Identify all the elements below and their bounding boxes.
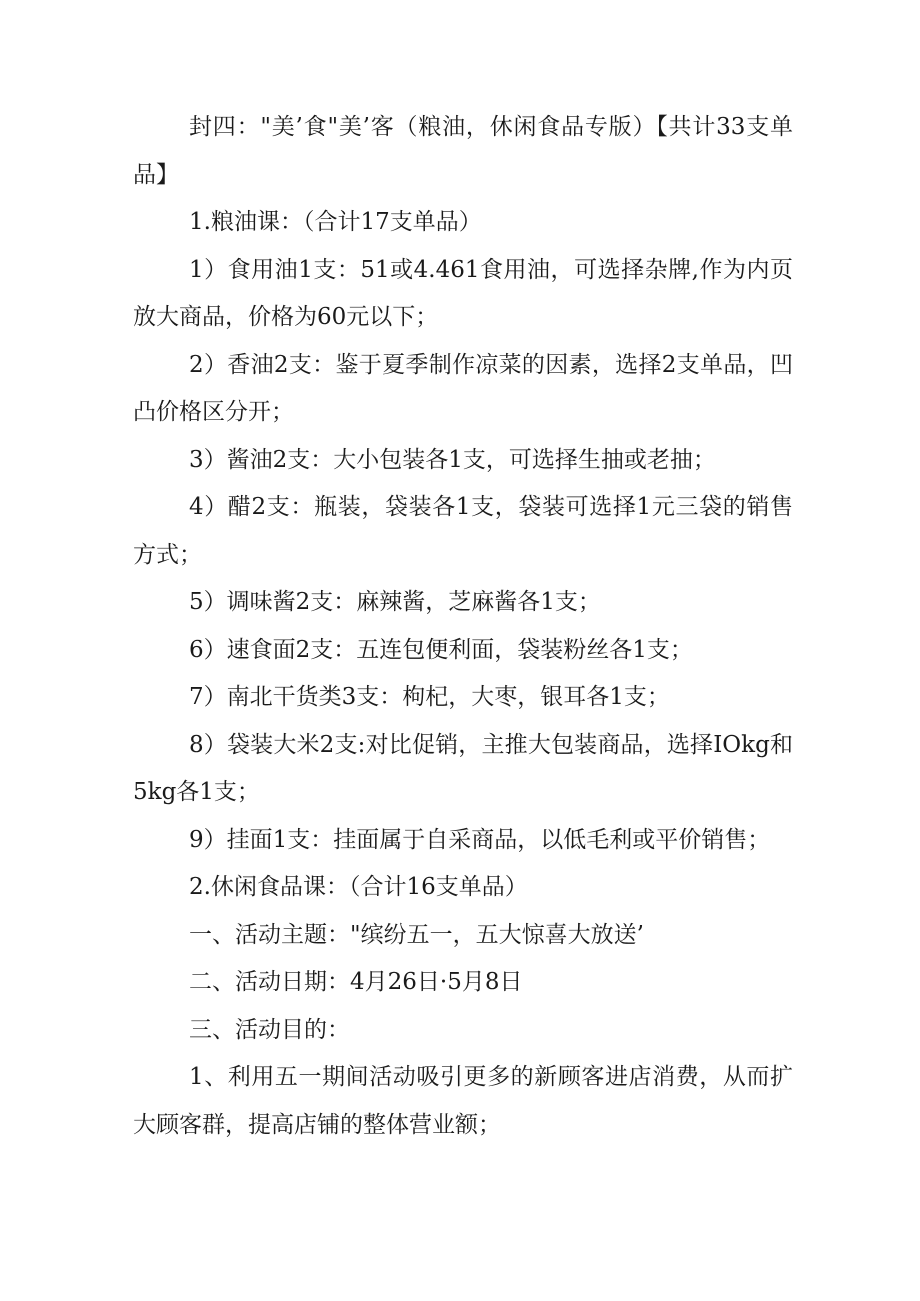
list-item-dried-goods: 7）南北干货类3支：枸杞，大枣，银耳各1支； <box>189 684 670 710</box>
list-item-instant-noodles: 6）速食面2支：五连包便利面，袋装粉丝各1支； <box>189 636 693 663</box>
list-item-noodles: 9）挂面1支：挂面属于自采商品，以低毛利或平价销售； <box>189 826 771 853</box>
section-header-cover-four: 封四："美’食"美’客（粮油，休闲食品专版）【共计33支单品】 <box>133 114 793 188</box>
list-item-cooking-oil: 1）食用油1支：51或4.461食用油，可选择杂牌,作为内页放大商品，价格为60元以下； <box>133 256 793 330</box>
activity-purpose-heading: 三、活动目的： <box>189 1016 350 1043</box>
document-body <box>133 104 793 1149</box>
activity-date: 二、活动日期：4月26日·5月8日 <box>189 969 523 995</box>
activity-purpose-item-1: 1、利用五一期间活动吸引更多的新顾客进店消费，从而扩大顾客群，提高店铺的整体营业额； <box>133 1064 793 1138</box>
grain-oil-heading: 1.粮油课：（合计17支单品） <box>189 209 482 235</box>
activity-theme: 一、活动主题："缤纷五一，五大惊喜大放送’ <box>189 921 644 948</box>
list-item-vinegar: 4）醋2支：瓶装，袋装各1支，袋装可选择1元三袋的销售方式； <box>133 494 793 568</box>
list-item-seasoning-sauce: 5）调味酱2支：麻辣酱，芝麻酱各1支； <box>189 589 601 615</box>
list-item-bagged-rice: 8）袋装大米2支:对比促销，主推大包装商品，选择IOkg和5kg各1支； <box>133 731 793 805</box>
snack-food-heading: 2.休闲食品课：（合计16支单品） <box>189 874 528 900</box>
list-item-sesame-oil: 2）香油2支：鉴于夏季制作凉菜的因素，选择2支单品，凹凸价格区分开； <box>133 351 793 425</box>
list-item-soy-sauce: 3）酱油2支：大小包装各1支，可选择生抽或老抽； <box>189 446 716 473</box>
